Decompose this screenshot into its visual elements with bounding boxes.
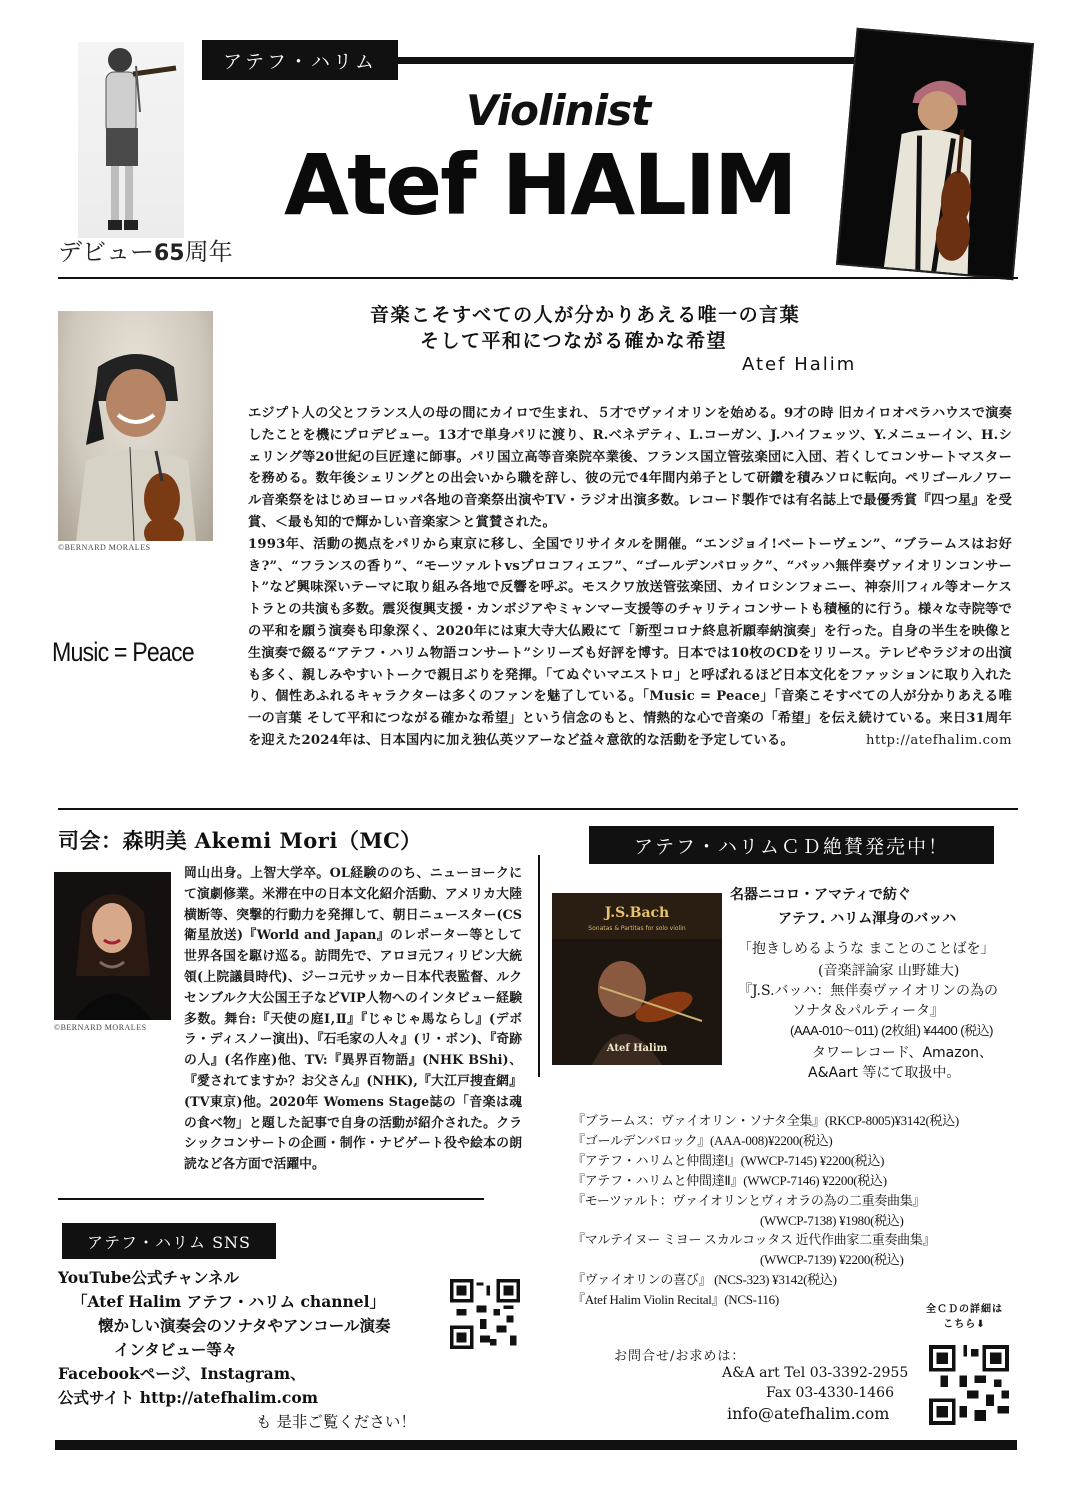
debut-anniversary <box>58 232 233 267</box>
sns-official-site[interactable]: 公式サイト http://atefhalim.com <box>58 1388 319 1407</box>
portrait-figure <box>58 311 213 541</box>
cd-headline-1: 名器ニコロ・アマティで紡ぐ <box>730 887 911 903</box>
cd-qr-graphic <box>929 1344 1009 1426</box>
cd-album-code: (AAA-010〜011) (2枚組) ¥4400 (税込) <box>790 1023 993 1038</box>
cd-tag: アテフ・ハリムＣＤ絶賛発売中！ <box>589 826 994 864</box>
bio-paragraph-2-text: 1993年、活動の拠点をパリから東京に移し、全国でリサイタルを開催。“エンジョイ!ベートーヴェン”、“ブラームスはお好き?”、“フランスの香り”、“モーツァルトvsプロコフィエフ”、“ゴールデンバロック”、“バッハ無伴奏ヴァイオリンコンサート”など興味深いテーマに取り組み各地で反響を呼ぶ。モスクワ放送管弦楽団、カイロシンフォニー、神奈川フィル等オーケストラとの共演も多数。震災復興支援・カンボジアやミャンマー支援等のチャリティコンサートも積極的に行う。様々な寺院等での平和を願う演奏も印象深く、2020年には東大寺大仏殿にて「新型コロナ終息祈願奉納演奏」を行った。自身の半生を映像と生演奏で綴る“アテフ・ハリム物語コンサート”シリーズも好評を博す。日本では10枚のCDをリリース。テレビやラジオの出演も多く、親しみやすいトークで親日ぶりを発揮。「てぬぐいマエストロ」と呼ばれるほど日本文化をファッションに取り入れたり、個性あふれるキャラクターは多くのファンを魅了している。「Music = Peace」「音楽こそすべての人が分かりあえる唯一の言葉 そして平和につながる確かな希望」という信念のもと、情熱的な心で音楽の「希望」を伝え続けている。来日31周年を迎えた2024年は、日本国内に加え独仏英ツアーなど益々意欲的な活動を予定している。 <box>248 536 1012 748</box>
cd-detail-note-line-1: 全ＣＤの詳細は <box>926 1304 1003 1315</box>
list-item: 『アテフ・ハリムと仲間達Ⅰ』(WWCP-7145) ¥2200(税込) <box>572 1152 885 1168</box>
sns-facebook-instagram: Facebookページ、Instagram、 <box>58 1364 306 1383</box>
list-item: (WWCP-7138) ¥1980(税込) <box>760 1212 904 1228</box>
mc-photo-credit: ©BERNARD MORALES <box>54 1023 147 1032</box>
sns-youtube-desc-1: 懐かしい演奏会のソナタやアンコール演奏 <box>98 1316 391 1335</box>
contact-tel: A&A art Tel 03-3392-2955 <box>722 1365 909 1381</box>
sns-youtube-label: YouTube公式チャンネル <box>58 1268 239 1287</box>
list-item: 『ゴールデンバロック』(AAA-008)¥2200(税込) <box>572 1132 833 1148</box>
child-violinist-photo <box>78 42 184 238</box>
list-item: 『ブラームス：ヴァイオリン・ソナタ全集』(RKCP-8005)¥3142(税込) <box>572 1113 959 1128</box>
debut-number: 65 <box>154 241 185 266</box>
sns-closing: も 是非ご覧ください！ <box>256 1413 416 1431</box>
main-title: Atef HALIM <box>284 136 796 234</box>
header-divider <box>58 277 1018 279</box>
portrait-photo <box>58 311 213 541</box>
quote-author: Atef Halim <box>742 354 857 375</box>
column-divider <box>538 855 540 1077</box>
name-tag: アテフ・ハリム <box>202 40 398 80</box>
mc-heading: 司会：森明美 Akemi Mori（MC） <box>58 828 422 853</box>
violinist-label: Violinist <box>466 86 651 135</box>
sns-qr-graphic <box>450 1278 520 1350</box>
list-item: 『マルテイヌー ミヨー スカルコッタス 近代作曲家二重奏曲集』 <box>572 1232 936 1248</box>
cd-cover-artist: Atef Halim <box>606 1043 668 1054</box>
cd-stores-1: タワーレコード、Amazon、 <box>812 1045 994 1061</box>
bio-website-link[interactable]: http://atefhalim.com <box>865 732 1012 748</box>
music-peace-slogan: Music = Peace <box>52 637 194 667</box>
cd-album-title-2: ソナタ＆パルティータ』 <box>792 1003 945 1019</box>
mc-divider <box>58 1198 484 1200</box>
contact-fax: Fax 03-4330-1466 <box>766 1385 894 1401</box>
bio-paragraph-1: エジプト人の父とフランス人の母の間にカイロで生まれ、５才でヴァイオリンを始める。9才の時 旧カイロオペラハウスで演奏したことを機にプロデビュー。13才で単身パリに渡り、R.ベネデティ、L.コーガン、J.ハイフェッツ、Y.メニューイン、H.シェリング等20世紀の巨匠達に師事。パリ国立高等音楽院卒業後、フランス国立管弦楽団に入団、若くしてコンサートマスターを務める。数年後シェリングとの出会いから職を辞し、彼の元で4年間内弟子として研鑽を積みソロに転向。ペリゴールノワール音楽祭をはじめヨーロッパ各地の音楽祭出演やTV・ラジオ出演多数。レコード製作では有名誌上で最優秀賞『四つ星』を受賞、＜最も知的で輝かしい音楽家＞と賞賛された。 <box>248 406 1012 530</box>
quote-line-2: そして平和につながる確かな希望 <box>420 330 728 352</box>
sns-youtube-channel[interactable]: 「Atef Halim アテフ・ハリム channel」 <box>72 1292 386 1311</box>
cd-cover-title: J.S.Bach <box>604 905 670 921</box>
sns-youtube-desc-2: インタビュー等々 <box>114 1340 238 1359</box>
sns-text <box>58 1266 488 1434</box>
middle-divider <box>58 808 1018 810</box>
contact-email[interactable]: info@atefhalim.com <box>727 1404 890 1423</box>
cd-stores-2: A&Aart 等にて取扱中。 <box>808 1065 961 1081</box>
mc-figure <box>54 872 171 1020</box>
cd-cover-subtitle: Sonatas & Partitas for solo violin <box>588 925 686 932</box>
mc-photo <box>54 872 171 1020</box>
child-violinist-figure <box>78 42 184 238</box>
cd-detail-note <box>926 1302 1003 1332</box>
cd-album-title-1: 『J.S.バッハ：無伴奏ヴァイオリンの為の <box>738 983 998 999</box>
stage-performer-photo <box>836 28 1034 281</box>
stage-performer-figure <box>838 30 1032 278</box>
header-top-rule <box>398 57 868 64</box>
cd-detail-note-line-2: こちら⬇ <box>943 1319 986 1330</box>
sns-tag: アテフ・ハリム SNS <box>62 1223 276 1259</box>
cd-review-quote: 「抱きしめるような まことのことばを」 <box>738 941 995 957</box>
bio-paragraph-2 <box>248 534 1012 752</box>
list-item: 『アテフ・ハリムと仲間達Ⅱ』(WWCP-7146) ¥2200(税込) <box>572 1172 887 1188</box>
cd-discography-list <box>572 1111 1022 1310</box>
quote-line-1: 音楽こそすべての人が分かりあえる唯一の言葉 <box>370 304 801 326</box>
qr-code-icon[interactable] <box>450 1278 520 1350</box>
list-item: 『Atef Halim Violin Recital』(NCS-116) <box>572 1292 779 1308</box>
list-item: 『ヴァイオリンの喜び』 (NCS-323) ¥3142(税込) <box>572 1272 837 1288</box>
debut-prefix: デビュー <box>58 238 154 266</box>
contact-label: お問合せ/お求めは： <box>614 1349 746 1364</box>
list-item: 『モーツァルト：ヴァイオリンとヴィオラの為の二重奏曲集』 <box>572 1192 926 1208</box>
list-item: (WWCP-7139) ¥2200(税込) <box>760 1252 904 1268</box>
photo-credit: ©BERNARD MORALES <box>58 543 151 552</box>
debut-suffix: 周年 <box>184 238 233 266</box>
cd-cover-image <box>552 893 722 1065</box>
mc-profile-text: 岡山出身。上智大学卒。OL経験ののち、ニューヨークにて演劇修業。米滞在中の日本文化紹介活動、アメリカ大陸横断等、突撃的行動力を発揮して、朝日ニュースター(CS衛星放送)『World and Japan』のレポーター等として世界各国を駆け巡る。訪問先で、アロヨ元フィリピン大統領(上院議員時代)、ジーコ元サッカー日本代表監督、ルクセンブルク大公国王子などVIP人物へのインタビュー経験多数。舞台:『天使の庭Ⅰ,Ⅱ』『じゃじゃ馬ならし』(デボラ・ディスノー演出)、『石毛家の人々』(リ・ボン)、『奇跡の人』(名作座)他、TV:『異界百物語』(NHK BShi)、『愛されてますか？お父さん』(NHK),『大江戸捜査網』(TV東京)他。2020年 Womens Stage誌の「音楽は魂の食べ物」と題した記事で自身の活動が紹介された。クラシックコンサートの企画・制作・ナビゲート役や絵本の朗読など各方面で活躍中。 <box>184 866 522 1173</box>
cd-qr-code-icon[interactable] <box>929 1344 1009 1426</box>
cd-headline-2: アテフ. ハリム渾身のバッハ <box>778 911 957 927</box>
bottom-bar <box>55 1440 1017 1450</box>
cd-reviewer: (音楽評論家 山野雄大) <box>818 963 960 979</box>
biography-text <box>248 403 1012 752</box>
